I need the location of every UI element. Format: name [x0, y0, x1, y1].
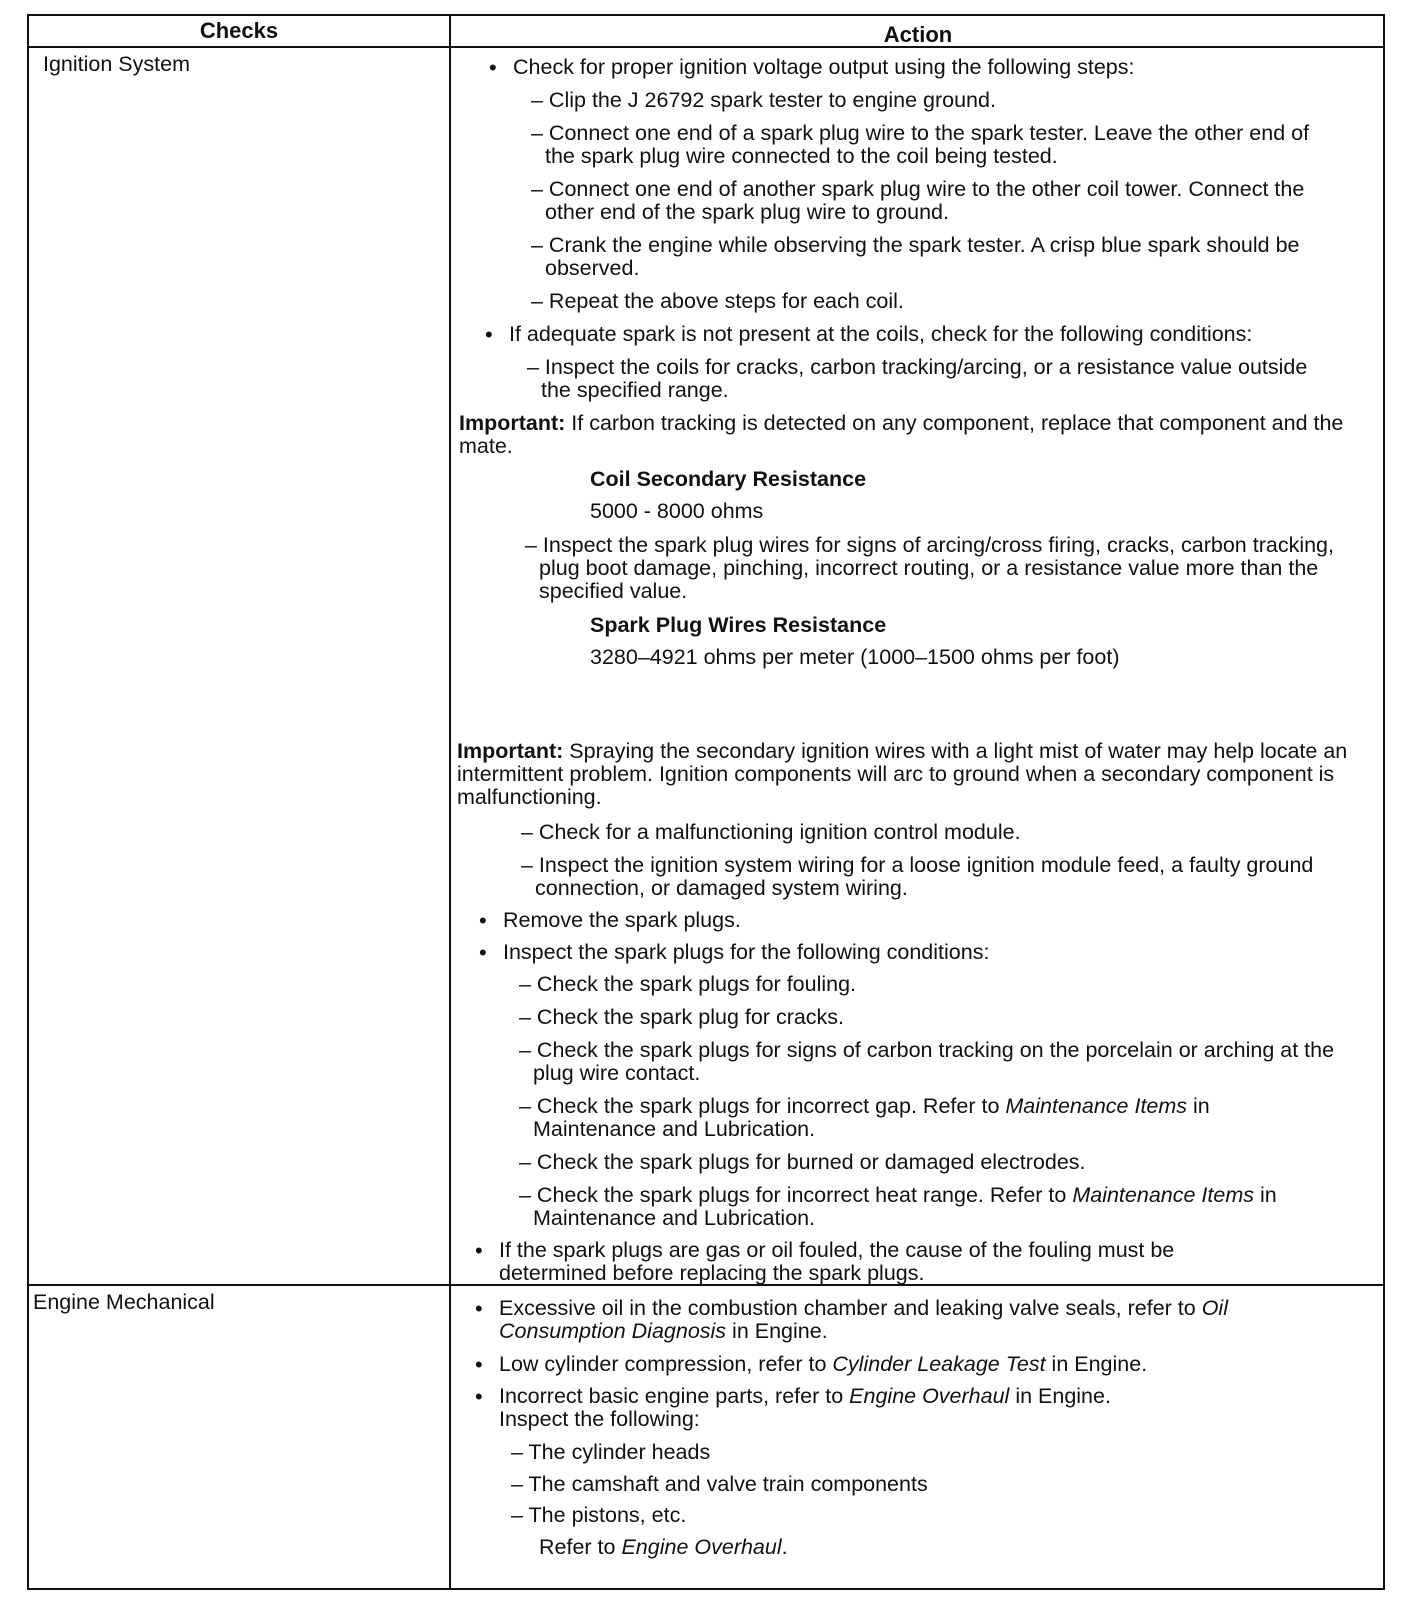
list-item: • If the spark plugs are gas or oil fouled, the cause of the fouling must be determined before replacing the spark plugs.: [473, 1239, 1283, 1285]
list-item: – Inspect the ignition system wiring for a loose ignition module feed, a faulty ground connection, or damaged system wiring.: [521, 853, 1314, 900]
spec-title: Spark Plug Wires Resistance: [590, 613, 887, 637]
list-item: Refer to Engine Overhaul.: [539, 1535, 788, 1559]
header-checks: Checks: [199, 18, 279, 43]
list-subheading: Inspect the following:: [499, 1407, 700, 1431]
spec-title: Coil Secondary Resistance: [590, 467, 867, 491]
header-action: Action: [883, 22, 953, 47]
list-item: • If adequate spark is not present at the coils, check for the following conditions:: [483, 323, 1363, 346]
list-item: • Inspect the spark plugs for the following conditions:: [477, 941, 989, 964]
list-item: • Low cylinder compression, refer to Cylinder Leakage Test in Engine.: [473, 1353, 1147, 1376]
spec-value: 5000 - 8000 ohms: [590, 499, 764, 523]
list-item: • Check for proper ignition voltage output using the following steps:: [487, 56, 1134, 79]
list-item: – Check the spark plugs for burned or damaged electrodes.: [519, 1150, 1086, 1174]
list-item: – Connect one end of a spark plug wire to the spark tester. Leave the other end of the spark plug wire connected to the coil being tested.: [531, 121, 1310, 168]
list-item: – Inspect the spark plug wires for signs of arcing/cross firing, cracks, carbon tracking, plug boot damage, pinching, incorrect routing, or a resistance value more than the specified value.: [525, 533, 1334, 603]
list-item: – Check the spark plugs for signs of carbon tracking on the porcelain or arching at the plug wire contact.: [519, 1038, 1335, 1085]
important-text: If carbon tracking is detected on any component, replace that component and the mate.: [459, 411, 1344, 458]
list-item: – Crank the engine while observing the spark tester. A crisp blue spark should be observed.: [531, 233, 1300, 280]
important-text: Spraying the secondary ignition wires with a light mist of water may help locate an intermittent problem. Ignition components will arc to ground when a secondary component is malfunctioning.: [457, 739, 1348, 809]
list-item: • Remove the spark plugs.: [477, 909, 741, 932]
column-divider: [449, 16, 451, 1588]
list-item: – Check the spark plugs for fouling.: [519, 972, 857, 996]
important-note-2: [457, 740, 1363, 809]
list-item: – Check the spark plugs for incorrect gap. Refer to Maintenance Items in Maintenance and Lubrication.: [519, 1094, 1210, 1141]
list-item: • Excessive oil in the combustion chamber and leaking valve seals, refer to Oil Consumption Diagnosis in Engine.: [473, 1297, 1323, 1343]
list-item: – Check for a malfunctioning ignition control module.: [521, 820, 1021, 844]
list-item: – The cylinder heads: [511, 1440, 711, 1464]
list-item: – Inspect the coils for cracks, carbon tracking/arcing, or a resistance value outside the specified range.: [527, 355, 1308, 402]
list-item: – The pistons, etc.: [511, 1503, 687, 1527]
check-engine-mechanical: Engine Mechanical: [33, 1290, 215, 1314]
list-item: – Clip the J 26792 spark tester to engine ground.: [531, 88, 996, 112]
list-item: – Repeat the above steps for each coil.: [531, 289, 904, 313]
list-item: – Check the spark plug for cracks.: [519, 1005, 845, 1029]
diagnosis-table: [27, 14, 1385, 1590]
list-item: • Incorrect basic engine parts, refer to Engine Overhaul in Engine.: [473, 1385, 1111, 1408]
important-label: Important:: [459, 411, 566, 435]
list-item: – The camshaft and valve train components: [511, 1472, 928, 1496]
list-item: – Connect one end of another spark plug wire to the other coil tower. Connect the other end of the spark plug wire to ground.: [531, 177, 1305, 224]
spec-value: 3280–4921 ohms per meter (1000–1500 ohms per foot): [590, 645, 1120, 669]
check-ignition-system: Ignition System: [43, 52, 190, 76]
important-label: Important:: [457, 739, 564, 763]
list-item: – Check the spark plugs for incorrect heat range. Refer to Maintenance Items in Maintenance and Lubrication.: [519, 1183, 1277, 1230]
important-note-1: [459, 412, 1367, 458]
